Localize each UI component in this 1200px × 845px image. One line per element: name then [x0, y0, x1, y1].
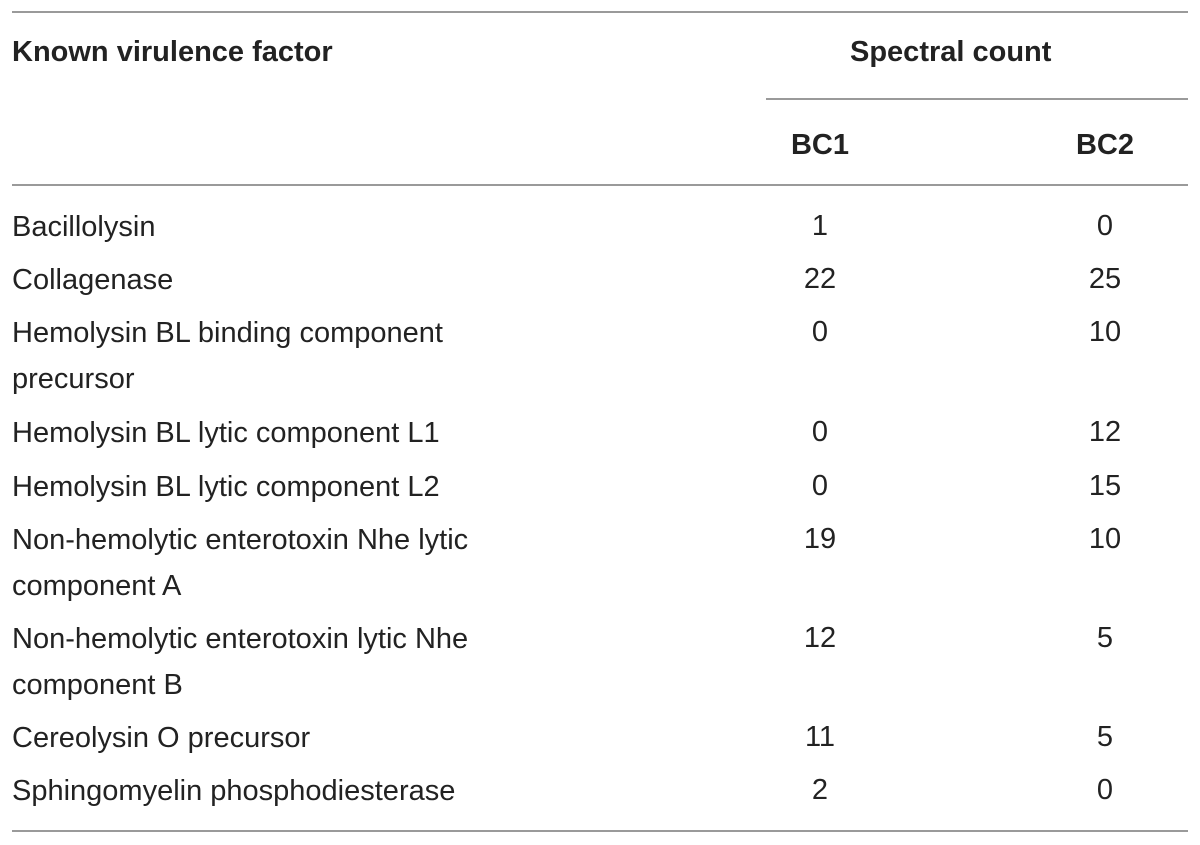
bottom-rule: [12, 830, 1188, 832]
table-row-bc2: 12: [1088, 416, 1122, 448]
table-row-bc1: 0: [811, 416, 829, 448]
table-row-factor: Cereolysin O precursor: [12, 722, 311, 754]
table-row-factor: Collagenase: [12, 264, 174, 296]
table-row-bc2: 0: [1096, 210, 1114, 242]
table-row-bc2: 15: [1088, 470, 1122, 502]
table-row-bc1: 19: [803, 523, 837, 555]
table-row-bc1: 0: [811, 470, 829, 502]
table-row-factor: Hemolysin BL lytic component L2: [12, 471, 440, 503]
header-known-virulence-factor: Known virulence factor: [12, 36, 333, 68]
table-row-bc2: 5: [1096, 622, 1114, 654]
table-row-factor: Hemolysin BL binding component precursor: [12, 317, 443, 395]
table-row-factor: Sphingomyelin phosphodiesterase: [12, 775, 456, 807]
table-row-bc2: 0: [1096, 774, 1114, 806]
header-bc2: BC2: [1075, 129, 1134, 161]
table-row-bc2: 5: [1096, 721, 1114, 753]
table-row-bc2: 10: [1088, 316, 1122, 348]
table-row-factor: Hemolysin BL lytic component L1: [12, 417, 440, 449]
spectral-count-rule: [766, 98, 1188, 100]
table-row-bc2: 25: [1088, 263, 1122, 295]
table-row-bc1: 12: [803, 622, 837, 654]
table-row-bc1: 11: [804, 721, 836, 753]
header-bc1: BC1: [790, 129, 849, 161]
header-spectral-count: Spectral count: [850, 36, 1052, 68]
table-row-bc1: 2: [811, 774, 829, 806]
table-row-factor: Bacillolysin: [12, 211, 156, 243]
table-row-factor: Non-hemolytic enterotoxin Nhe lytic component A: [12, 524, 469, 602]
top-rule: [12, 11, 1188, 13]
header-rule: [12, 184, 1188, 186]
table-row-bc1: 1: [811, 210, 829, 242]
table-row-factor: Non-hemolytic enterotoxin lytic Nhe component B: [12, 623, 469, 701]
table-row-bc2: 10: [1088, 523, 1122, 555]
table-row-bc1: 0: [811, 316, 829, 348]
table-row-bc1: 22: [803, 263, 837, 295]
